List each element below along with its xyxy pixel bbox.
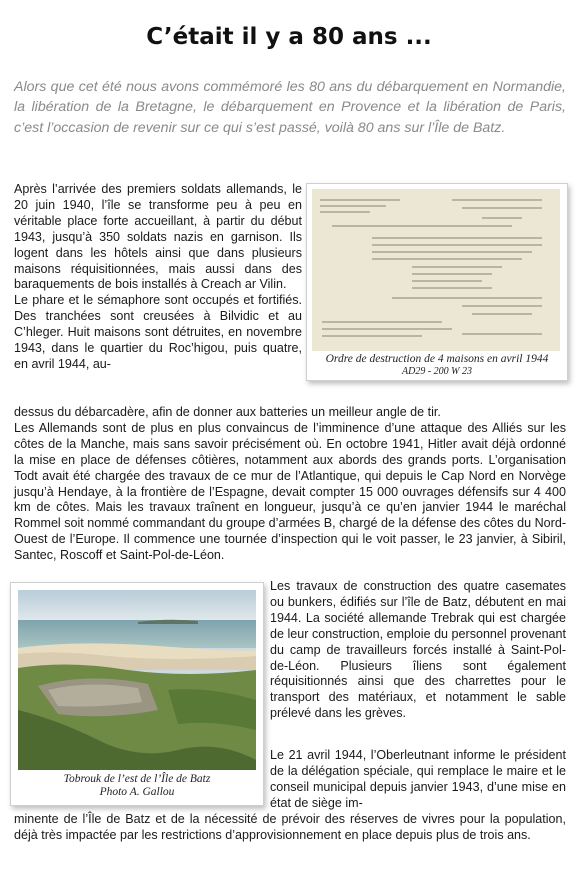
article-paragraph: minente de l’Île de Batz et de la nécessité de prévoir des réserves de vivres pour la population, déjà très impactée par les restrictions d’approvisionnement en place depuis plus de trois ans.	[14, 812, 566, 842]
article-column-right-continued	[270, 748, 566, 812]
document-reference: AD29 - 200 W 23	[402, 366, 472, 377]
photo-credit: Photo A. Gallou	[99, 786, 175, 798]
bunker-photo	[18, 590, 256, 770]
document-caption: Ordre de destruction de 4 maisons en avril 1944	[325, 353, 549, 365]
article-paragraph: Le phare et le sémaphore sont occupés et fortifiés. Des tranchées sont creusées à Bilvidic et au C’hleger. Huit maisons sont détruites, en novembre 1943, dans le quartier du Roc’higou, puis quatre, en avril 1944, au-	[14, 293, 302, 371]
bunker-photo-figure	[10, 582, 264, 806]
article-fullwidth-closing	[14, 812, 566, 844]
photo-caption: Tobrouk de l’est de l’Île de Batz	[63, 773, 211, 785]
article-paragraph: Les Allemands sont de plus en plus convaincus de l’imminence d’une attaque des Alliés sur les côtes de la Manche, mais sans savoir précisément où. En octobre 1941, Hitler avait déjà ordonné la mise en place de défenses côtières, notamment aux abords des grands ports. L’organisation Todt avait été chargée des travaux de ce mur de l’Atlantique, qui depuis le Cap Nord en Norvège jusqu’à Hendaye, à la frontière de l’Espagne, devait compter 15 000 ouvrages défensifs sur 4 400 km de côtes. Mais les travaux traînent en longueur, jusqu’à ce qu’en janvier 1944 le maréchal Rommel soit nommé commandant du groupe d’armées B, chargé de la défense des côtes du Nord-Ouest de l’Europe. Il commence une tournée d’inspection qui le voit passer, le 23 janvier, à Sibiril, Santec, Roscoff et Saint-Pol-de-Léon.	[14, 420, 566, 563]
article-paragraph: dessus du débarcadère, afin de donner aux batteries un meilleur angle de tir.	[14, 405, 441, 419]
page-title: C’était il y a 80 ans ...	[146, 24, 432, 50]
archive-document-image	[312, 189, 560, 351]
article-paragraph: Le 21 avril 1944, l’Oberleutnant informe le président de la délégation spéciale, qui remplace le maire et le conseil municipal depuis janvier 1943, d’une mise en état de siège im-	[270, 748, 566, 810]
article-column-left	[14, 182, 302, 373]
article-column-right	[270, 579, 566, 722]
intro-paragraph: Alors que cet été nous avons commémoré les 80 ans du débarquement en Normandie, la libération de la Bretagne, le débarquement en Provence et la libération de Paris, c’est l’occasion de revenir sur ce qui s’est passé, voilà 80 ans sur l’Île de Batz.	[14, 79, 566, 136]
article-paragraph: Après l’arrivée des premiers soldats allemands, le 20 juin 1940, l’île se transforme peu à peu en véritable place forte accueillant, à partir du début 1943, jusqu’à 350 soldats nazis en garnison. Ils logent dans les hôtels ainsi que dans plusieurs maisons réquisitionnées, mais aussi dans des baraquements de bois installés à Creach ar Vilin.	[14, 182, 302, 292]
archive-document-figure	[306, 183, 568, 381]
article-fullwidth-section	[14, 405, 566, 564]
article-paragraph: Les travaux de construction des quatre casemates ou bunkers, édifiés sur l’île de Batz, débutent en mai 1944. La société allemande Trebrak qui est chargée de leur construction, emploie du personnel provenant du camp de travailleurs forcés installé à Saint-Pol-de-Léon. Plusieurs îliens sont également réquisitionnés ainsi que des charrettes pour le transport des matériaux, et notamment le sable prélevé dans les grèves.	[270, 579, 566, 721]
